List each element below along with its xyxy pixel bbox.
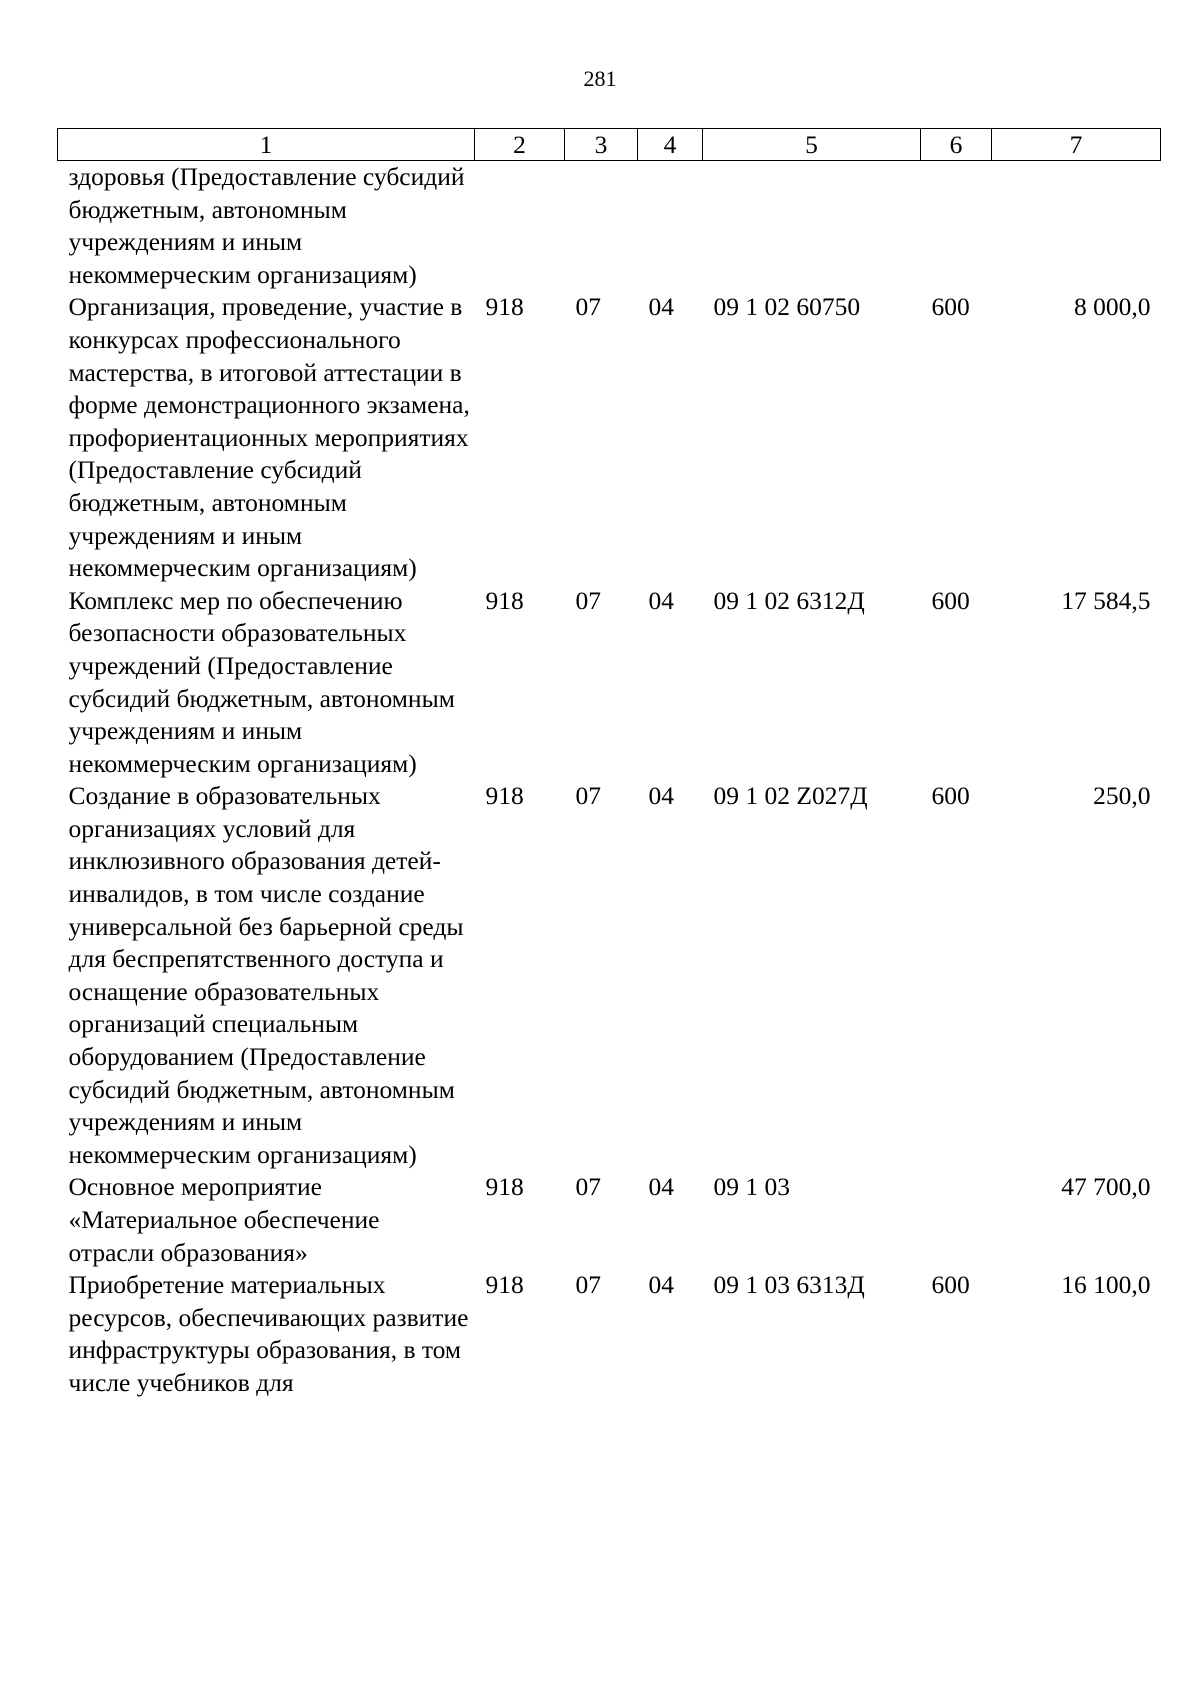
- row-target-article: 09 1 02 60750: [713, 292, 861, 322]
- row-name: Организация, проведение, участие в конкурсах профессионального мастерства, в итоговой аттестации в форме демонстрационного экзамена, профориентационных мероприятиях (Предоставление субсидий бюджетным, автономным учреждениям и иным некоммерческим организациям): [68, 292, 470, 583]
- row-subsection: 04: [648, 1270, 674, 1300]
- row-expense-type: [921, 161, 992, 292]
- row-expense-type: [921, 1171, 992, 1269]
- row-expense-type: 600: [931, 585, 970, 615]
- row-sum: [992, 161, 1161, 292]
- header-col-1: 1: [58, 129, 475, 161]
- row-sum: 16 100,0: [1061, 1270, 1151, 1300]
- row-section: 07: [575, 292, 601, 322]
- row-grbs: 918: [485, 781, 524, 811]
- row-target-article: 09 1 02 6312Д: [713, 585, 865, 615]
- row-name: Приобретение материальных ресурсов, обеспечивающих развитие инфраструктуры образования, в том числе учебников для: [68, 1270, 469, 1397]
- page-number: 281: [583, 66, 617, 91]
- row-target-article: 09 1 02 Z027Д: [713, 781, 868, 811]
- row-expense-type: 600: [931, 1270, 970, 1300]
- table-row: [58, 780, 1161, 1171]
- row-subsection: [638, 161, 703, 292]
- row-section: 07: [575, 1270, 601, 1300]
- header-col-6: 6: [921, 129, 992, 161]
- row-subsection: 04: [648, 781, 674, 811]
- row-expense-type: 600: [931, 292, 970, 322]
- table-row: [58, 1171, 1161, 1269]
- row-name: Основное мероприятие «Материальное обеспечение отрасли образования»: [68, 1172, 380, 1267]
- row-grbs: 918: [485, 292, 524, 322]
- row-name: Создание в образовательных организациях условий для инклюзивного образования детей-инвалидов, в том числе создание универсальной без барьерной среды для беспрепятственного доступа и оснащение образовательных организаций специальным оборудованием (Предоставление субсидий бюджетным, автономным учреждениям и иным некоммерческим организациям): [68, 781, 464, 1169]
- table-row: [58, 161, 1161, 292]
- row-sum: 250,0: [1093, 781, 1151, 811]
- row-target-article: [703, 161, 921, 292]
- row-target-article: 09 1 03 6313Д: [713, 1270, 865, 1300]
- row-grbs: 918: [485, 585, 524, 615]
- row-section: 07: [575, 585, 601, 615]
- row-sum: 17 584,5: [1061, 585, 1151, 615]
- row-grbs: 918: [485, 1172, 524, 1202]
- header-col-5: 5: [703, 129, 921, 161]
- table-row: [58, 1269, 1161, 1399]
- header-col-7: 7: [992, 129, 1161, 161]
- row-expense-type: 600: [931, 781, 970, 811]
- row-grbs: 918: [485, 1270, 524, 1300]
- row-subsection: 04: [648, 1172, 674, 1202]
- row-name: Комплекс мер по обеспечению безопасности образовательных учреждений (Предоставление субсидий бюджетным, автономным учреждениям и иным некоммерческим организациям): [68, 585, 455, 778]
- row-section: 07: [575, 781, 601, 811]
- header-col-4: 4: [638, 129, 703, 161]
- row-subsection: 04: [648, 585, 674, 615]
- table-row: [58, 291, 1161, 584]
- row-subsection: 04: [648, 292, 674, 322]
- row-section: [565, 161, 638, 292]
- row-section: 07: [575, 1172, 601, 1202]
- row-sum: 8 000,0: [1074, 292, 1151, 322]
- header-col-2: 2: [475, 129, 565, 161]
- budget-table: [57, 128, 1161, 1400]
- row-name: здоровья (Предоставление субсидий бюджетным, автономным учреждениям и иным некоммерческим организациям): [68, 162, 465, 289]
- row-grbs: [475, 161, 565, 292]
- row-target-article: 09 1 03: [713, 1172, 790, 1202]
- row-sum: 47 700,0: [1061, 1172, 1151, 1202]
- header-col-3: 3: [565, 129, 638, 161]
- table-row: [58, 585, 1161, 781]
- table-header-row: [58, 129, 1161, 161]
